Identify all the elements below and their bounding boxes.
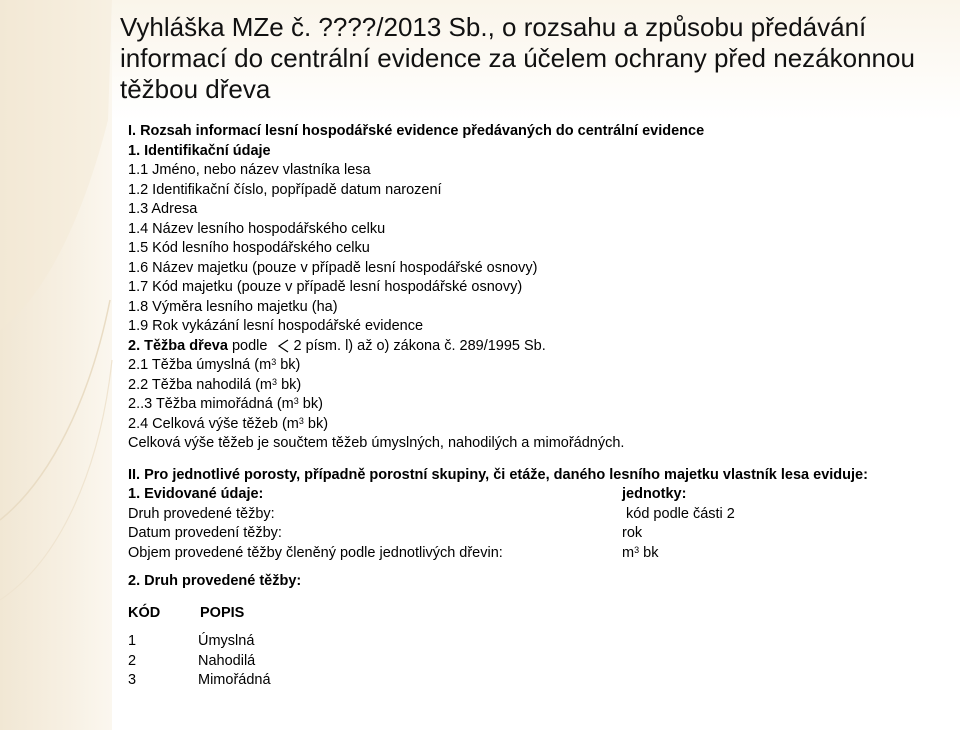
row-unit: kód podle části 2 bbox=[622, 505, 735, 522]
list-item: 2.4 Celková výše těžeb ($m^3$ bk) bbox=[128, 415, 329, 432]
slide-content bbox=[128, 122, 958, 691]
row-label: Datum provedení těžby: bbox=[128, 525, 282, 541]
table-row bbox=[128, 671, 958, 691]
list-item: 1.1 Jméno, nebo název vlastníka lesa bbox=[128, 162, 371, 178]
sub2-prefix: 2. bbox=[128, 337, 145, 354]
section1-sub1-heading: 1. Identifikační údaje bbox=[128, 142, 271, 159]
table-row bbox=[128, 652, 958, 672]
code-kod: 2 bbox=[128, 652, 137, 669]
sub2-text1: podle bbox=[227, 337, 272, 354]
units-label: jednotky: bbox=[622, 486, 687, 502]
list-item: 1.8 Výměra lesního majetku (ha) bbox=[128, 298, 338, 315]
list-item: 2.2 Těžba nahodilá ($m^3$ bk) bbox=[128, 376, 302, 393]
section2-heading: II. Pro jednotlivé porosty, případně porostní skupiny, či etáže, daného lesního majetku vlastník lesa eviduje: bbox=[128, 466, 868, 483]
table-row bbox=[128, 632, 958, 652]
code-kod: 1 bbox=[128, 633, 137, 649]
slide-title: Vyhláška MZe č. ????/2013 Sb., o rozsahu a způsobu předávání informací do centrální evidence za účelem ochrany před nezákonnou těžbou dřeva bbox=[120, 12, 915, 104]
code-popis: Nahodilá bbox=[198, 652, 256, 669]
col-kod: KÓD bbox=[128, 604, 161, 621]
code-popis: Úmyslná bbox=[198, 633, 255, 649]
list-item: 1.9 Rok vykázání lesní hospodářské evidence bbox=[128, 318, 424, 334]
row-label: Druh provedené těžby: bbox=[128, 505, 275, 522]
list-item: 2.1 Těžba úmyslná ($m^3$ bk) bbox=[128, 357, 301, 373]
table-row bbox=[128, 544, 958, 564]
section1-sub2-heading bbox=[128, 337, 958, 357]
sub2-bold: Těžba dřeva bbox=[144, 337, 228, 354]
table-row bbox=[128, 505, 958, 525]
list-item: 1.4 Název lesního hospodářského celku bbox=[128, 220, 386, 237]
section1-heading: I. Rozsah informací lesní hospodářské evidence předávaných do centrální evidence bbox=[128, 123, 705, 139]
paragraph-sign-icon bbox=[276, 339, 290, 353]
total-note: Celková výše těžeb je součtem těžeb úmyslných, nahodilých a mimořádných. bbox=[128, 435, 625, 451]
sub2-text2: 2 písm. l) až o) zákona č. 289/1995 Sb. bbox=[293, 337, 546, 354]
row-label: Objem provedené těžby členěný podle jednotlivých dřevin: bbox=[128, 544, 503, 561]
list-item: 2..3 Těžba mimořádná ($m^3$ bk) bbox=[128, 396, 323, 412]
row-unit: rok bbox=[622, 525, 643, 541]
codes-header-row bbox=[128, 604, 958, 624]
code-popis: Mimořádná bbox=[198, 672, 271, 688]
list-item: 1.3 Adresa bbox=[128, 201, 198, 217]
list-item: 1.5 Kód lesního hospodářského celku bbox=[128, 240, 370, 256]
druh-heading: 2. Druh provedené těžby: bbox=[128, 573, 302, 589]
list-item: 1.6 Název majetku (pouze v případě lesní hospodářské osnovy) bbox=[128, 259, 538, 276]
list-item: 1.2 Identifikační číslo, popřípadě datum narození bbox=[128, 181, 442, 198]
evid-label: 1. Evidované údaje: bbox=[128, 486, 264, 502]
evidence-header-row bbox=[128, 485, 958, 505]
code-kod: 3 bbox=[128, 672, 137, 688]
col-popis: POPIS bbox=[200, 604, 245, 621]
list-item: 1.7 Kód majetku (pouze v případě lesní hospodářské osnovy) bbox=[128, 279, 523, 295]
row-unit: $m^3$ bk bbox=[622, 544, 659, 561]
table-row bbox=[128, 524, 958, 544]
